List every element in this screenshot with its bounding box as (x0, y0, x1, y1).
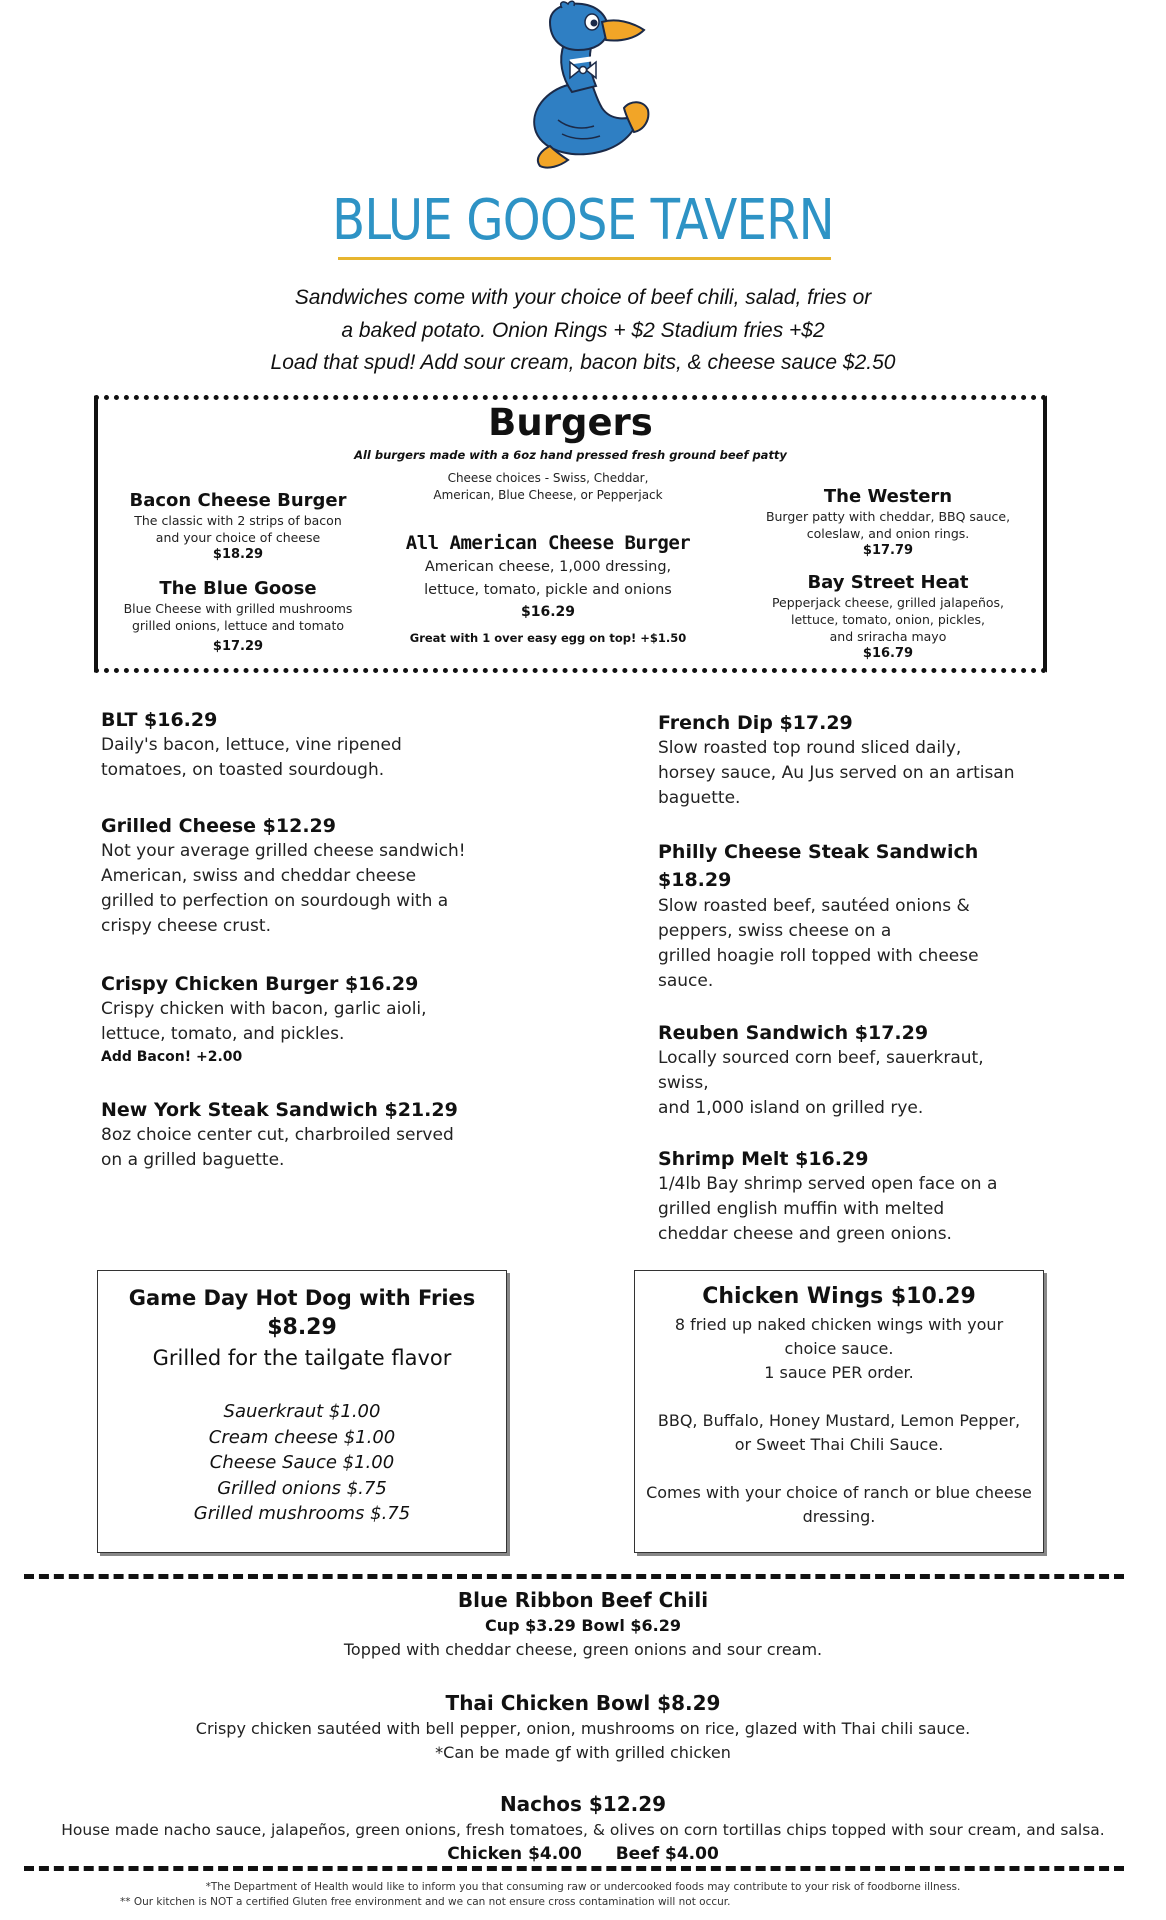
brand-underline (338, 257, 831, 260)
item-desc: Slow roasted beef, sautéed onions & peppers, swiss cheese on a grilled hoagie roll topped with cheese sauce. (658, 896, 979, 991)
cheese-choices-line: Cheese choices - Swiss, Cheddar, (447, 471, 649, 485)
intro-line-2: a baked potato. Onion Rings + $2 Stadium fries +$2 (341, 318, 825, 342)
item-name: Blue Ribbon Beef Chili (457, 1588, 709, 1612)
burger-name: The Western (823, 486, 953, 507)
wings-sauces: BBQ, Buffalo, Honey Mustard, Lemon Pepper, or Sweet Thai Chili Sauce. (657, 1411, 1021, 1454)
burger-desc: lettuce, tomato, pickle and onions (424, 582, 672, 598)
wings-title: Chicken Wings $10.29 (702, 1284, 976, 1309)
item-name: New York Steak Sandwich $21.29 (101, 1099, 458, 1121)
menu-item-blt (101, 707, 402, 783)
burger-price: $16.79 (862, 646, 914, 661)
hotdog-addon: Cheese Sauce $1.00 (209, 1452, 395, 1473)
burger-desc: coleslaw, and onion rings. (806, 526, 970, 541)
item-desc: Daily's bacon, lettuce, vine ripened tomatoes, on toasted sourdough. (101, 735, 402, 780)
item-desc: 1/4lb Bay shrimp served open face on a grilled english muffin with melted cheddar cheese and green onions. (658, 1174, 998, 1244)
chili-price: Cup $3.29 Bowl $6.29 (485, 1616, 681, 1635)
menu-item-ny-steak-sandwich (101, 1097, 458, 1173)
item-name: French Dip $17.29 (658, 712, 853, 734)
item-desc: Locally sourced corn beef, sauerkraut, swiss, and 1,000 island on grilled rye. (658, 1048, 984, 1118)
hotdog-addon: Cream cheese $1.00 (208, 1426, 396, 1448)
nachos-chicken-addon: Chicken $4.00 (447, 1844, 582, 1864)
burger-western (748, 486, 1028, 560)
burger-desc: Blue Cheese with grilled mushrooms (123, 601, 353, 616)
item-name: Thai Chicken Bowl $8.29 (445, 1691, 721, 1715)
menu-item-beef-chili (0, 1586, 1166, 1662)
gluten-disclaimer: ** Our kitchen is NOT a certified Gluten free environment and we can not ensure cross contamination will not occur. (120, 1896, 731, 1908)
divider-bottom (24, 1866, 1124, 1871)
intro-line-1: Sandwiches come with your choice of beef chili, salad, fries or (294, 286, 872, 309)
burger-price: $17.29 (212, 639, 264, 654)
blue-goose-logo (498, 0, 688, 172)
menu-item-shrimp-melt (658, 1146, 997, 1247)
item-desc: Not your average grilled cheese sandwich! American, swiss and cheddar cheese grilled to perfection on sourdough with a crispy cheese crust. (101, 841, 466, 936)
health-disclaimer: *The Department of Health would like to inform you that consuming raw or undercooked foods may contribute to your risk of foodborne illness. (205, 1881, 961, 1893)
hotdog-addon: Sauerkraut $1.00 (223, 1401, 381, 1422)
burger-desc: Burger patty with cheddar, BBQ sauce, (765, 509, 1011, 524)
menu-item-reuben (658, 1020, 984, 1121)
item-name: Crispy Chicken Burger $16.29 (101, 973, 419, 995)
burger-desc: and your choice of cheese (155, 530, 321, 545)
hotdog-addon: Grilled onions $.75 (217, 1477, 387, 1499)
burger-desc: grilled onions, lettuce and tomato (131, 618, 344, 633)
burger-blue-goose (118, 578, 358, 656)
burger-all-american (388, 530, 708, 646)
sandwich-intro (0, 282, 1166, 380)
item-desc: Slow roasted top round sliced daily, horsey sauce, Au Jus served on an artisan baguette. (658, 738, 1015, 808)
item-name: Shrimp Melt $16.29 (658, 1148, 869, 1170)
menu-item-nachos (0, 1790, 1166, 1866)
item-desc: Crispy chicken sautéed with bell pepper, onion, mushrooms on rice, glazed with Thai chili sauce. (195, 1719, 971, 1738)
wings-dressing: Comes with your choice of ranch or blue cheese dressing. (646, 1483, 1032, 1526)
hotdog-addon: Grilled mushrooms $.75 (193, 1503, 411, 1524)
cheese-choices-line: American, Blue Cheese, or Pepperjack (433, 488, 663, 502)
burgers-subtitle: All burgers made with a 6oz hand pressed fresh ground beef patty (354, 448, 787, 462)
divider-top (24, 1574, 1124, 1579)
hotdog-title: Game Day Hot Dog with Fries (128, 1286, 476, 1310)
menu-item-thai-chicken-bowl (0, 1689, 1166, 1765)
item-desc: House made nacho sauce, jalapeños, green onions, fresh tomatoes, & olives on corn tortillas chips topped with sour cream, and salsa. (61, 1821, 1105, 1839)
item-name: Reuben Sandwich $17.29 (658, 1022, 929, 1044)
hotdog-box (97, 1270, 507, 1553)
menu-item-french-dip (658, 710, 1015, 811)
item-name: Nachos $12.29 (499, 1792, 667, 1816)
item-desc: Crispy chicken with bacon, garlic aioli, lettuce, tomato, and pickles. (101, 999, 427, 1044)
item-name: Grilled Cheese $12.29 (101, 815, 336, 837)
egg-addon-note: Great with 1 over easy egg on top! +$1.50 (409, 631, 687, 645)
burger-desc: Pepperjack cheese, grilled jalapeños, (771, 595, 1005, 610)
burger-bacon-cheese (118, 490, 358, 564)
menu-item-philly-cheese-steak (658, 838, 979, 994)
burgers-section (94, 395, 1047, 673)
gf-note: *Can be made gf with grilled chicken (435, 1743, 731, 1762)
item-desc: Topped with cheddar cheese, green onions and sour cream. (343, 1640, 823, 1659)
burger-name: Bay Street Heat (807, 572, 969, 593)
add-bacon-note: Add Bacon! +2.00 (101, 1049, 243, 1065)
hotdog-subtitle: Grilled for the tailgate flavor (152, 1346, 452, 1370)
burger-name: All American Cheese Burger (405, 532, 691, 554)
brand-title: BLUE GOOSE TAVERN (332, 188, 834, 253)
nachos-beef-addon: Beef $4.00 (615, 1844, 719, 1864)
burger-bay-street-heat (748, 572, 1028, 663)
hotdog-price: $8.29 (267, 1315, 337, 1340)
intro-line-3: Load that spud! Add sour cream, bacon bits, & cheese sauce $2.50 (270, 351, 896, 374)
burger-desc: American cheese, 1,000 dressing, (424, 559, 672, 575)
wings-desc: 8 fried up naked chicken wings with your choice sauce. 1 sauce PER order. (674, 1315, 1004, 1382)
burger-desc: lettuce, tomato, onion, pickles, (790, 612, 985, 627)
burger-price: $16.29 (520, 604, 576, 620)
nachos-addons (0, 1842, 1166, 1866)
menu-item-crispy-chicken-burger (101, 971, 427, 1067)
cheese-choices (388, 470, 708, 504)
burger-price: $17.79 (862, 543, 914, 558)
menu-item-grilled-cheese (101, 813, 466, 939)
burger-name: Bacon Cheese Burger (129, 490, 347, 511)
burgers-title: Burgers (488, 401, 653, 444)
item-desc: 8oz choice center cut, charbroiled served on a grilled baguette. (101, 1125, 454, 1170)
burger-desc: The classic with 2 strips of bacon (134, 513, 342, 528)
burger-name: The Blue Goose (159, 578, 317, 599)
item-name: BLT $16.29 (101, 709, 218, 731)
wings-box (634, 1270, 1044, 1553)
item-name: Philly Cheese Steak Sandwich $18.29 (658, 841, 979, 891)
burger-desc: and sriracha mayo (829, 629, 947, 644)
footer (0, 1880, 1166, 1910)
burger-price: $18.29 (212, 547, 264, 562)
